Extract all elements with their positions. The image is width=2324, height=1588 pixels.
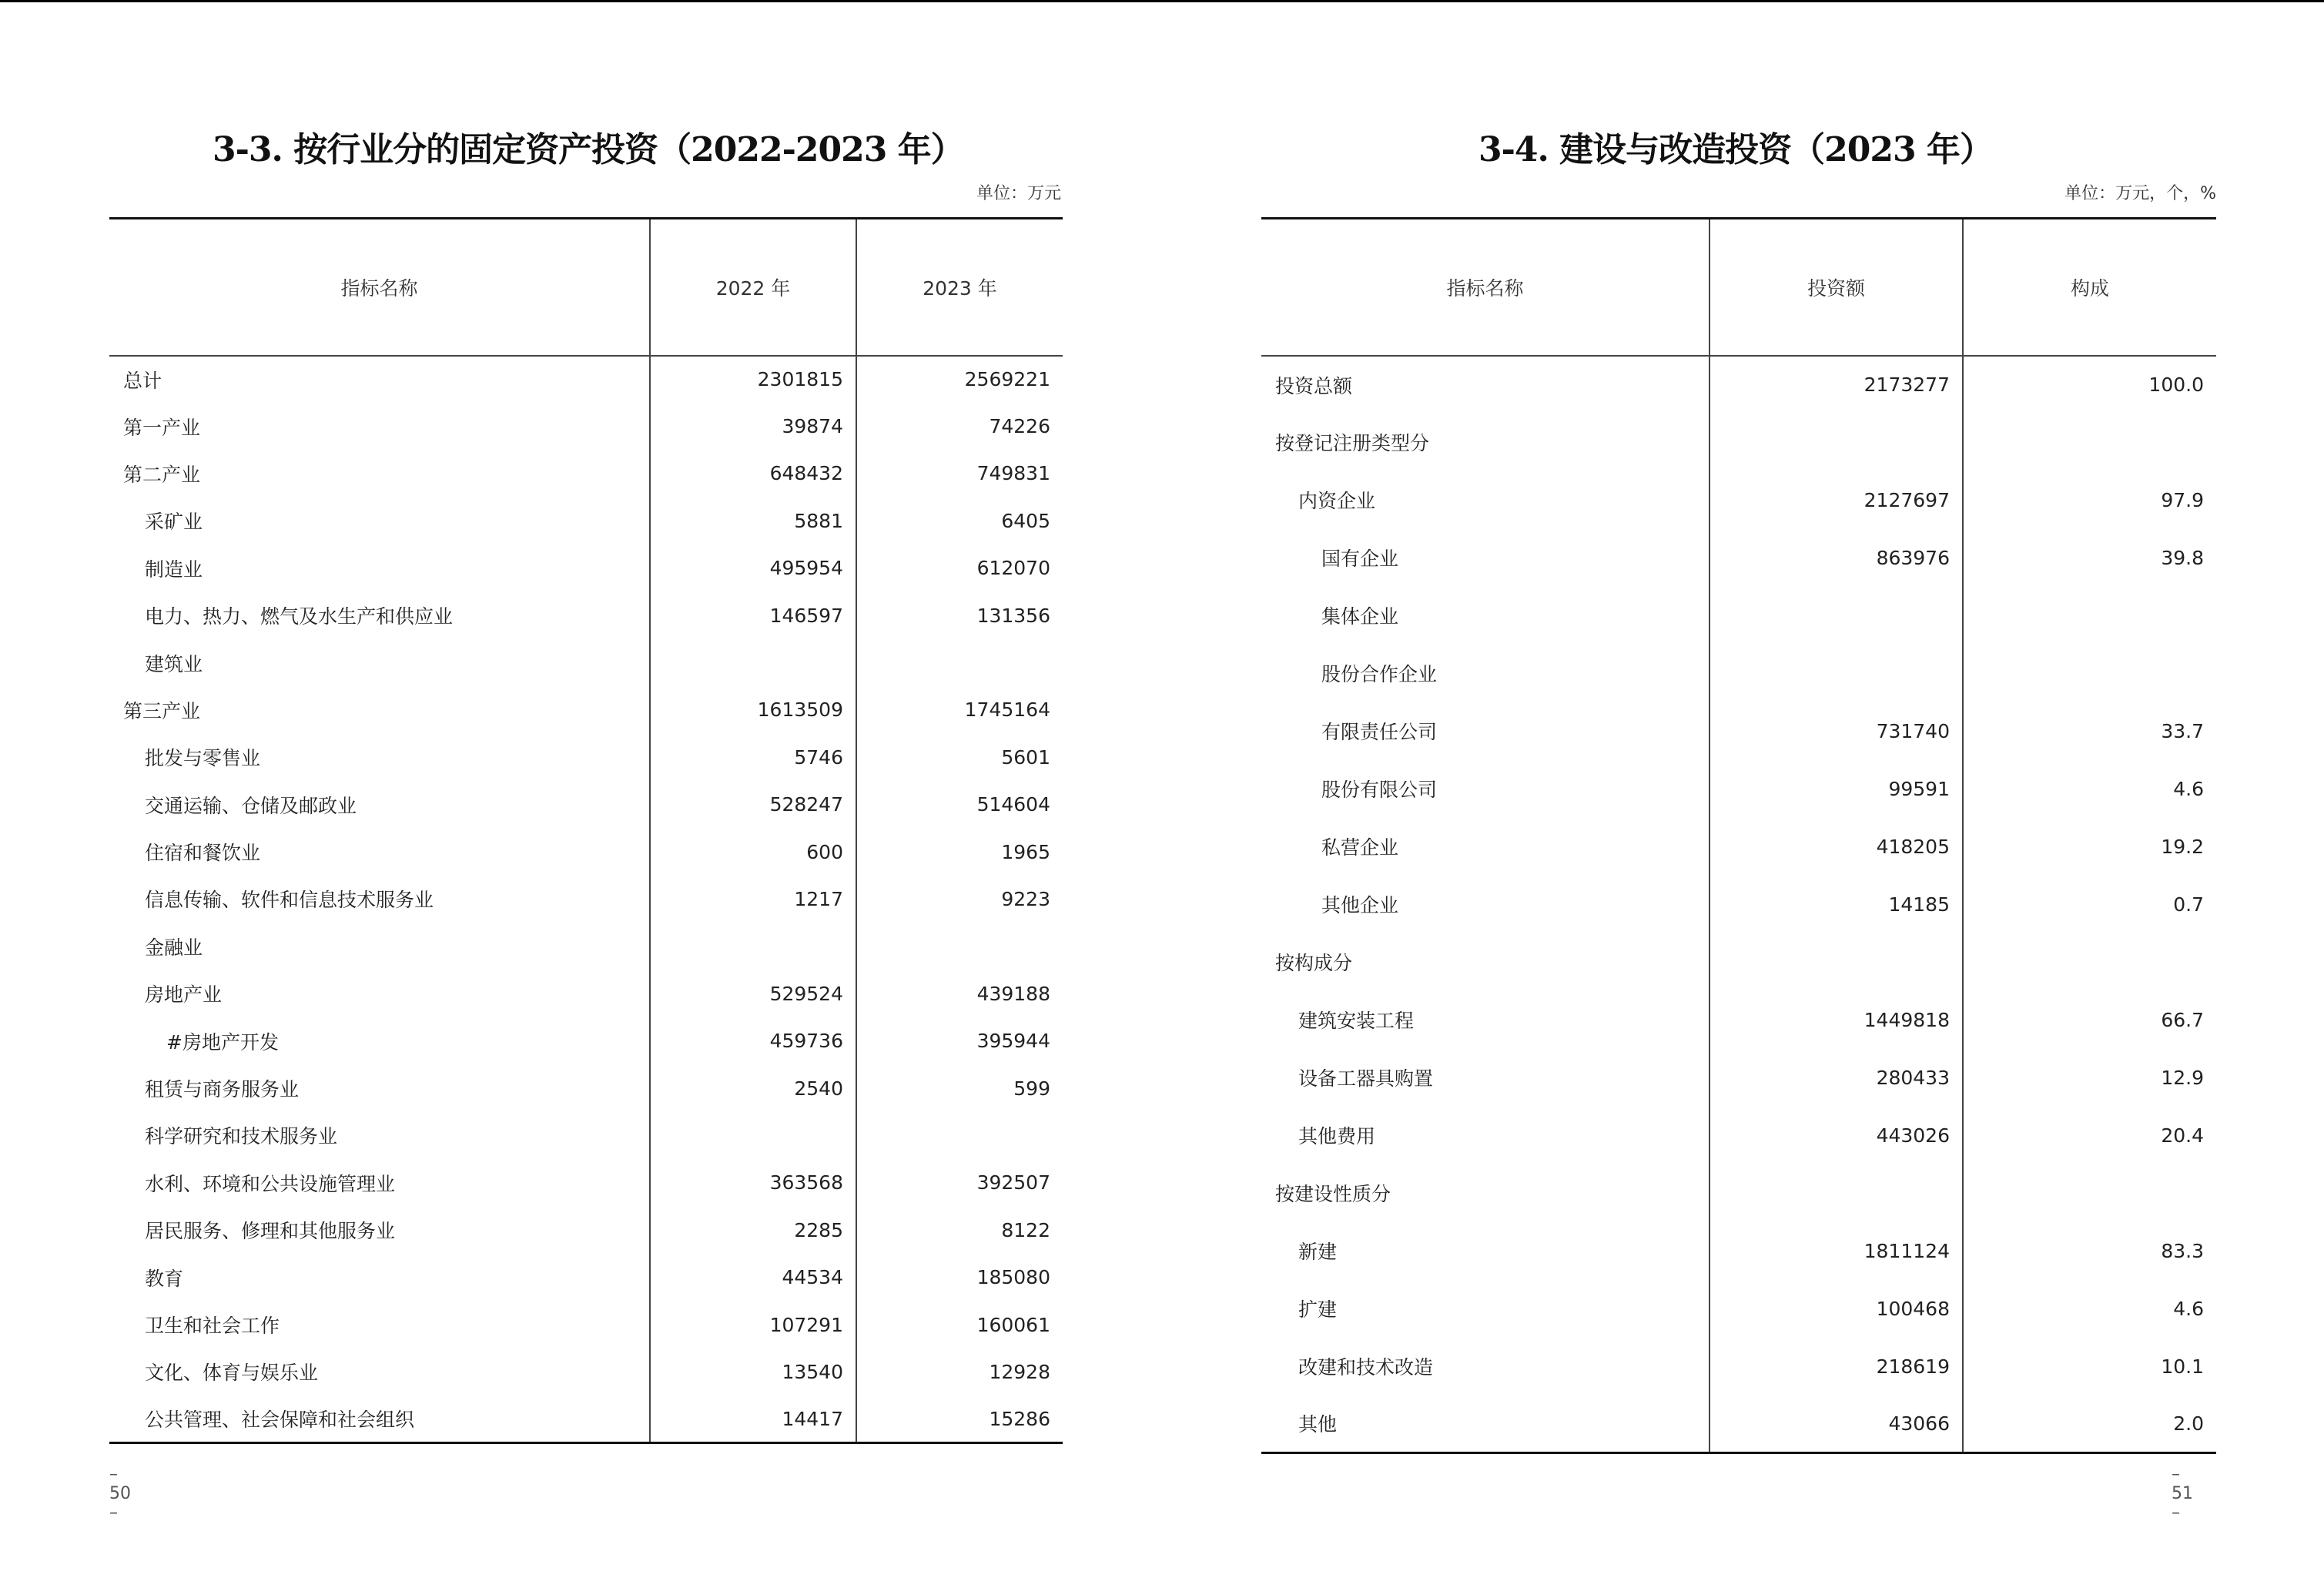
table-row	[1261, 1164, 2216, 1222]
row-value-2	[1963, 645, 2216, 702]
table-row	[1261, 1107, 2216, 1164]
row-value-2	[1963, 933, 2216, 991]
row-value-2: 20.4	[1963, 1107, 2216, 1164]
table-row	[109, 1395, 1063, 1442]
row-value-1: 5881	[650, 498, 856, 544]
row-label: 居民服务、修理和其他服务业	[145, 1220, 396, 1243]
table-row	[109, 1112, 1063, 1159]
left-unit-label: 单位：万元	[976, 184, 1061, 203]
row-label: 投资总额	[1275, 374, 1353, 397]
row-label: 第一产业	[123, 416, 201, 439]
row-value-1: 107291	[650, 1301, 856, 1348]
row-value-2: 1745164	[856, 686, 1063, 733]
table-row	[109, 1254, 1063, 1301]
table-row	[1261, 702, 2216, 760]
right-data-table	[1261, 217, 2216, 1454]
table-row	[1261, 471, 2216, 529]
left-header-2023: 2023 年	[856, 219, 1063, 356]
row-label: 住宿和餐饮业	[145, 842, 261, 865]
table-row	[109, 1301, 1063, 1348]
row-label: #房地产开发	[166, 1030, 279, 1054]
row-value-1: 1613509	[650, 686, 856, 733]
row-value-1: 2540	[650, 1064, 856, 1111]
table-row	[109, 544, 1063, 591]
row-label: 信息传输、软件和信息技术服务业	[145, 889, 434, 912]
row-value-2	[1963, 1164, 2216, 1222]
row-value-2: 97.9	[1963, 471, 2216, 529]
row-value-1: 280433	[1710, 1049, 1963, 1107]
table-row	[1261, 1280, 2216, 1338]
right-page-number: – 51 –	[2172, 1465, 2193, 1523]
table-row	[109, 1348, 1063, 1395]
row-value-1: 495954	[650, 544, 856, 591]
row-label: 第三产业	[123, 699, 201, 722]
table-row	[1261, 1049, 2216, 1107]
row-label: 其他	[1261, 1395, 1710, 1453]
row-value-2	[1963, 414, 2216, 471]
row-value-2: 0.7	[1963, 876, 2216, 933]
row-label: 改建和技术改造	[1298, 1356, 1434, 1379]
left-table-title: 3-3. 按行业分的固定资产投资（2022-2023 年）	[213, 130, 964, 169]
row-value-2	[856, 923, 1063, 970]
row-value-2	[1963, 587, 2216, 645]
row-value-1	[650, 639, 856, 686]
left-header-2022: 2022 年	[650, 219, 856, 356]
row-value-1: 100468	[1710, 1280, 1963, 1338]
row-label: 股份有限公司	[1321, 779, 1438, 801]
row-value-2: 39.8	[1963, 529, 2216, 587]
row-label: 建筑业	[145, 652, 203, 675]
row-value-1: 2127697	[1710, 471, 1963, 529]
row-value-2: 8122	[856, 1207, 1063, 1254]
row-value-1: 2173277	[1710, 356, 1963, 414]
row-value-1: 43066	[1710, 1395, 1963, 1453]
row-label: 交通运输、仓储及邮政业	[145, 794, 357, 817]
row-value-2	[856, 639, 1063, 686]
row-label: 房地产业	[145, 983, 223, 1007]
right-header-name: 指标名称	[1261, 219, 1710, 356]
row-value-2: 2.0	[1963, 1395, 2216, 1453]
row-value-2: 2569221	[856, 356, 1063, 403]
row-value-1: 731740	[1710, 702, 1963, 760]
row-value-2: 10.1	[1963, 1338, 2216, 1395]
row-label: 内资企业	[1298, 490, 1376, 512]
row-value-1	[1710, 414, 1963, 471]
row-value-2: 4.6	[1963, 760, 2216, 818]
row-value-1: 14417	[650, 1395, 856, 1442]
row-label: 租赁与商务服务业	[145, 1078, 300, 1101]
row-label: 有限责任公司	[1321, 721, 1438, 743]
table-row	[109, 356, 1063, 403]
row-label: 卫生和社会工作	[145, 1315, 280, 1337]
table-row	[1261, 1222, 2216, 1280]
row-label: 科学研究和技术服务业	[145, 1125, 338, 1148]
table-row	[109, 1017, 1063, 1064]
row-value-2: 4.6	[1963, 1280, 2216, 1338]
table-row	[109, 1207, 1063, 1254]
table-row	[109, 876, 1063, 923]
table-row	[1261, 1338, 2216, 1395]
right-header-row	[1261, 219, 2216, 356]
row-value-1: 600	[650, 828, 856, 875]
row-label: 股份合作企业	[1321, 663, 1438, 685]
left-header-row	[109, 219, 1063, 356]
row-value-1: 529524	[650, 970, 856, 1017]
row-label: 公共管理、社会保障和社会组织	[109, 1395, 650, 1442]
row-value-2: 12.9	[1963, 1049, 2216, 1107]
right-unit-label: 单位：万元，个，%	[2064, 184, 2216, 203]
row-value-2: 33.7	[1963, 702, 2216, 760]
row-value-1: 146597	[650, 591, 856, 638]
row-value-1: 443026	[1710, 1107, 1963, 1164]
row-value-2: 83.3	[1963, 1222, 2216, 1280]
table-row	[109, 591, 1063, 638]
row-value-2	[856, 1112, 1063, 1159]
table-row	[1261, 587, 2216, 645]
row-label: 新建	[1298, 1241, 1338, 1263]
row-value-2: 599	[856, 1064, 1063, 1111]
row-label: 设备工器具购置	[1298, 1067, 1434, 1090]
row-value-1: 1811124	[1710, 1222, 1963, 1280]
row-value-1	[1710, 933, 1963, 991]
table-row	[1261, 1395, 2216, 1453]
row-value-2: 66.7	[1963, 991, 2216, 1049]
row-value-1: 5746	[650, 734, 856, 781]
row-value-1	[650, 923, 856, 970]
row-label: 教育	[145, 1267, 184, 1290]
row-label: 其他企业	[1321, 894, 1399, 916]
table-row	[109, 450, 1063, 497]
row-value-2: 19.2	[1963, 818, 2216, 876]
left-header-name: 指标名称	[109, 219, 650, 356]
right-header-amount: 投资额	[1710, 219, 1963, 356]
row-label: 集体企业	[1321, 605, 1399, 628]
left-data-table	[109, 217, 1063, 1444]
row-value-1	[1710, 1164, 1963, 1222]
row-label: 制造业	[145, 558, 203, 581]
table-row	[109, 781, 1063, 828]
row-label: 国有企业	[1321, 548, 1399, 570]
table-row	[109, 970, 1063, 1017]
row-label: 采矿业	[145, 511, 203, 534]
row-label: 电力、热力、燃气及水生产和供应业	[145, 605, 454, 628]
row-value-1: 363568	[650, 1159, 856, 1206]
row-value-2: 74226	[856, 403, 1063, 450]
table-row	[1261, 933, 2216, 991]
row-value-1: 14185	[1710, 876, 1963, 933]
table-row	[109, 403, 1063, 450]
row-label: 金融业	[145, 936, 203, 959]
table-row	[109, 686, 1063, 733]
row-value-1	[1710, 587, 1963, 645]
row-value-2: 131356	[856, 591, 1063, 638]
row-label: 文化、体育与娱乐业	[145, 1362, 319, 1385]
row-value-1: 1217	[650, 876, 856, 923]
table-row	[1261, 645, 2216, 702]
table-row	[109, 1159, 1063, 1206]
row-label: 总计	[123, 369, 162, 392]
top-border-line	[0, 0, 2324, 2]
row-value-2: 100.0	[1963, 356, 2216, 414]
table-row	[1261, 876, 2216, 933]
row-value-1: 459736	[650, 1017, 856, 1064]
table-row	[1261, 529, 2216, 587]
row-value-2: 392507	[856, 1159, 1063, 1206]
table-row	[1261, 414, 2216, 471]
row-label: 私营企业	[1321, 836, 1399, 859]
left-page-number: – 50 –	[109, 1465, 131, 1523]
row-value-1: 863976	[1710, 529, 1963, 587]
row-value-1: 13540	[650, 1348, 856, 1395]
table-row	[109, 828, 1063, 875]
row-value-1	[1710, 645, 1963, 702]
table-row	[109, 734, 1063, 781]
right-header-share: 构成	[1963, 219, 2216, 356]
row-label: 扩建	[1298, 1298, 1338, 1321]
row-value-2: 612070	[856, 544, 1063, 591]
row-value-1: 39874	[650, 403, 856, 450]
row-value-1: 2285	[650, 1207, 856, 1254]
right-table-title: 3-4. 建设与改造投资（2023 年）	[1478, 130, 1993, 169]
row-label: 按建设性质分	[1275, 1183, 1391, 1205]
row-label: 按登记注册类型分	[1275, 432, 1430, 454]
right-table-body	[1261, 356, 2216, 1453]
row-label: 批发与零售业	[145, 747, 261, 770]
row-value-2: 1965	[856, 828, 1063, 875]
row-label: 第二产业	[123, 463, 201, 486]
table-row	[1261, 991, 2216, 1049]
row-label: 按构成分	[1275, 952, 1353, 974]
table-row	[109, 923, 1063, 970]
row-label: 其他费用	[1298, 1125, 1376, 1147]
table-row	[1261, 760, 2216, 818]
table-row	[1261, 818, 2216, 876]
row-value-1: 99591	[1710, 760, 1963, 818]
table-row	[109, 639, 1063, 686]
row-value-2: 514604	[856, 781, 1063, 828]
row-value-1: 44534	[650, 1254, 856, 1301]
row-value-1	[650, 1112, 856, 1159]
row-value-1: 648432	[650, 450, 856, 497]
row-value-2: 5601	[856, 734, 1063, 781]
left-table-body	[109, 356, 1063, 1443]
row-value-1: 218619	[1710, 1338, 1963, 1395]
table-row	[109, 1064, 1063, 1111]
row-value-2: 12928	[856, 1348, 1063, 1395]
row-label: 水利、环境和公共设施管理业	[145, 1172, 396, 1195]
row-value-2: 9223	[856, 876, 1063, 923]
row-value-1: 528247	[650, 781, 856, 828]
row-value-2: 6405	[856, 498, 1063, 544]
table-row	[109, 498, 1063, 544]
row-value-1: 418205	[1710, 818, 1963, 876]
row-value-2: 439188	[856, 970, 1063, 1017]
row-value-1: 1449818	[1710, 991, 1963, 1049]
table-row	[1261, 356, 2216, 414]
row-value-2: 395944	[856, 1017, 1063, 1064]
row-value-2: 160061	[856, 1301, 1063, 1348]
row-label: 建筑安装工程	[1298, 1010, 1415, 1032]
row-value-2: 749831	[856, 450, 1063, 497]
row-value-2: 15286	[856, 1395, 1063, 1442]
row-value-1: 2301815	[650, 356, 856, 403]
row-value-2: 185080	[856, 1254, 1063, 1301]
